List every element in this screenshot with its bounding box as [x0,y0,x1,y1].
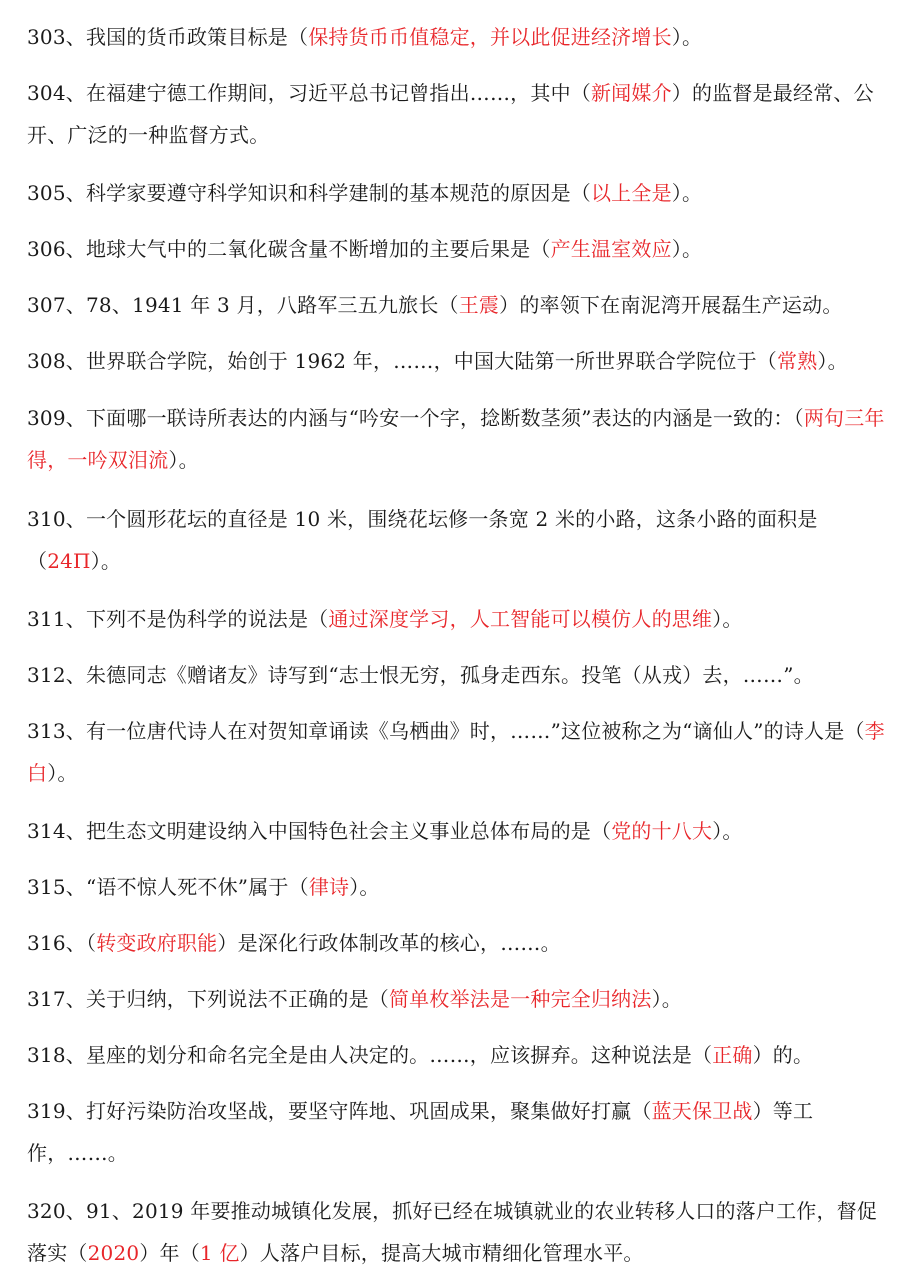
question-text: ）的监督是最经常、公开、广泛的一种监督方式。 [27,81,874,147]
answer-text: 24Π [47,549,91,573]
answer-text: 蓝天保卫战 [651,1099,753,1123]
question-text: 315、“语不惊人死不休”属于（ [27,875,309,899]
question-text: ）。 [817,349,848,373]
question-text: ）。 [168,448,199,472]
question-text: ）。 [712,607,743,631]
question-303 [27,16,893,58]
question-text: ）的。 [752,1043,814,1067]
question-307 [27,284,893,326]
answer-text: 王震 [458,293,500,317]
question-text: 306、地球大气中的二氧化碳含量不断增加的主要后果是（ [27,237,551,261]
question-text: 317、关于归纳，下列说法不正确的是（ [27,987,389,1011]
question-304 [27,72,893,156]
question-306 [27,228,893,270]
answer-text: 新闻媒介 [590,81,672,105]
answer-text: 2020 [87,1241,140,1265]
question-308 [27,340,893,382]
question-text: ）。 [90,549,122,573]
question-text: 314、把生态文明建设纳入中国特色社会主义事业总体布局的是（ [27,819,612,843]
question-310 [27,498,893,582]
question-316 [27,922,893,964]
answer-text: 简单枚举法是一种完全归纳法 [388,987,652,1011]
question-text: ）等工作，……。 [27,1099,814,1165]
question-text: 320、91、2019 年要推动城镇化发展，抓好已经在城镇就业的农业转移人口的落户工作，督促落实（ [27,1199,878,1265]
question-text: 312、朱德同志《赠诸友》诗写到“志士恨无穷，孤身走西东。投笔（从戎）去，……”。 [27,663,814,687]
question-text: ）。 [651,987,682,1011]
question-text: 311、下列不是伪科学的说法是（ [27,607,329,631]
question-313 [27,710,893,794]
answer-text: 党的十八大 [611,819,713,843]
question-text: ）是深化行政体制改革的核心，……。 [217,931,561,955]
question-text: 308、世界联合学院，始创于 1962 年，……，中国大陆第一所世界联合学院位于（ [27,349,777,373]
question-319 [27,1090,893,1174]
question-318 [27,1034,893,1076]
question-text: ）年（ [139,1241,200,1265]
answer-text: 常熟 [777,349,818,373]
question-text: 313、有一位唐代诗人在对贺知章诵读《乌栖曲》时，……”这位被称之为“谪仙人”的诗人是（ [27,719,865,743]
question-text: 316、（ [27,931,97,955]
question-314 [27,810,893,852]
answer-text: 保持货币币值稳定，并以此促进经济增长 [308,25,672,49]
question-text: ）。 [349,875,380,899]
question-text: ）。 [712,819,743,843]
question-312 [27,654,893,696]
question-317 [27,978,893,1020]
question-315 [27,866,893,908]
question-text: ）。 [671,237,703,261]
answer-text: 两句三年得，一吟双泪流 [27,406,885,472]
answer-text: 转变政府职能 [96,931,218,955]
question-text: ）。 [671,181,703,205]
question-320 [27,1190,893,1274]
question-text: 309、下面哪一联诗所表达的内涵与“吟安一个字，捻断数茎须”表达的内涵是一致的：（ [27,406,804,430]
answer-text: 以上全是 [590,181,672,205]
question-text: 307、78、1941 年 3 月，八路军三五九旅长（ [27,293,459,317]
question-text: ）的率领下在南泥湾开展磊生产运动。 [499,293,843,317]
question-text: 304、在福建宁德工作期间，习近平总书记曾指出……，其中（ [27,81,591,105]
answer-text: 通过深度学习，人工智能可以模仿人的思维 [328,607,713,631]
question-text: 305、科学家要遵守科学知识和科学建制的基本规范的原因是（ [27,181,591,205]
answer-text: 产生温室效应 [550,237,672,261]
question-305 [27,172,893,214]
question-text: 303、我国的货币政策目标是（ [27,25,309,49]
answer-text: 1 亿 [199,1241,240,1265]
question-text: ）人落户目标，提高大城市精细化管理水平。 [239,1241,644,1265]
answer-text: 律诗 [308,875,350,899]
question-311 [27,598,893,640]
question-text: 318、星座的划分和命名完全是由人决定的。……，应该摒弃。这种说法是（ [27,1043,713,1067]
question-text: 310、一个圆形花坛的直径是 10 米，围绕花坛修一条宽 2 米的小路，这条小路的面积是（ [27,507,818,573]
question-text: ）。 [47,761,78,785]
question-text: 319、打好污染防治攻坚战，要坚守阵地、巩固成果，聚集做好打赢（ [27,1099,652,1123]
answer-text: 正确 [712,1043,753,1067]
question-text: ）。 [671,25,703,49]
answer-text: 李白 [27,719,885,785]
question-309 [27,397,893,481]
